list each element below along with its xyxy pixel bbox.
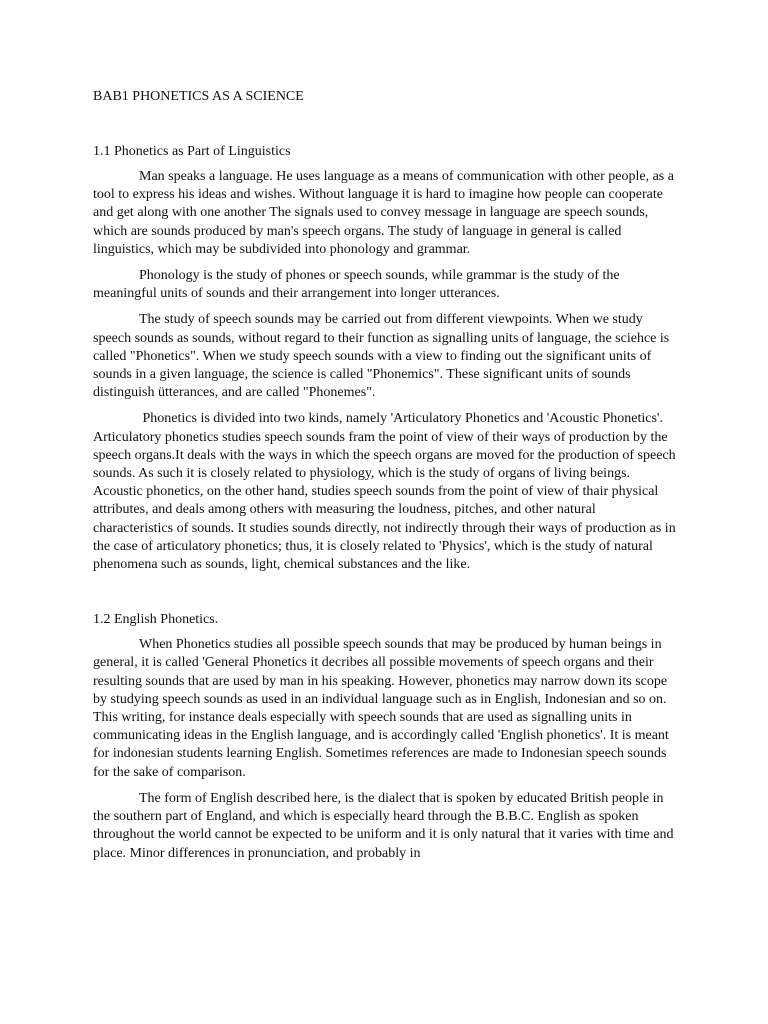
paragraph: Phonetics is divided into two kinds, namely 'Articulatory Phonetics and 'Acoustic Phonetics'. Articulatory phonetics studies speech sounds fram the point of view of their ways of production by the speech organs.It deals with the ways in which the speech organs are moved for the production of speech sounds. As such it is closely related to physiology, which is the study of organs of living beings. Acoustic phonetics, on the other hand, studies speech sounds from the point of view of thair physical attributes, and deals among others with measuring the loudness, pitches, and other natural characteristics of sounds. It studies sounds directly, not indirectly through their ways of production as in the case of articulatory phonetics; thus, it is closely related to 'Physics', which is the study of natural phenomena such as sounds, light, chemical substances and the like. bbox=[93, 411, 680, 573]
paragraph: The study of speech sounds may be carried out from different viewpoints. When we study speech sounds as sounds, without regard to their function as signalling units of language, the sciehce is called "Phonetics". When we study speech sounds with a view to finding out the significant units of sounds in a given language, the science is called "Phonemics". These significant units of sounds distinguish ütterances, and are called "Phonemes". bbox=[93, 312, 670, 401]
section-english-phonetics bbox=[93, 611, 676, 862]
paragraph: Phonology is the study of phones or speech sounds, while grammar is the study of the meaningful units of sounds and their arrangement into longer utterances. bbox=[93, 268, 620, 302]
section-heading: 1.1 Phonetics as Part of Linguistics bbox=[93, 144, 291, 159]
paragraph: When Phonetics studies all possible speech sounds that may be produced by human beings in general, it is called 'General Phonetics it decribes all possible movements of speech organs and their resulting sounds that are used by man in his speaking. However, phonetics may narrow down its scope by studying speech sounds as used in an individual language such as in English, Indonesian and so on. This writing, for instance deals especially with speech sounds that are used as signalling units in communicating ideas in the English language, and is accordingly called 'English phonetics'. It is meant for indonesian students learning English. Sometimes references are made to Indonesian speech sounds for the sake of comparison. bbox=[93, 637, 669, 780]
document-page bbox=[93, 88, 680, 871]
paragraph: The form of English described here, is the dialect that is spoken by educated British people in the southern part of England, and which is especially heard through the B.B.C. English as spoken throughout the world cannot be expected to be uniform and it is only natural that it varies with time and place. Minor differences in pronunciation, and probably in bbox=[93, 790, 674, 861]
document-title: BAB1 PHONETICS AS A SCIENCE bbox=[93, 89, 304, 104]
section-heading: 1.2 English Phonetics. bbox=[93, 612, 219, 628]
section-phonetics-linguistics bbox=[93, 143, 680, 574]
paragraph: Man speaks a language. He uses language as a means of communication with other people, as a tool to express his ideas and wishes. Without language it is hard to imagine how people can cooperate and get along with one another The signals used to convey message in language are speech sounds, which are sounds produced by man's speech organs. The study of language in general is called linguistics, which may be subdivided into phonology and grammar. bbox=[93, 169, 674, 257]
